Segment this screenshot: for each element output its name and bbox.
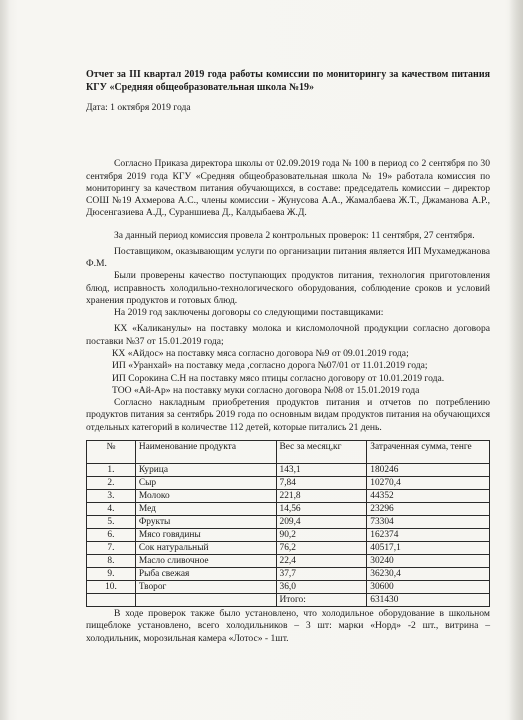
- table-total-row: [87, 594, 490, 607]
- header-product: Наименование продукта: [135, 440, 276, 463]
- row-product: Курица: [135, 463, 276, 476]
- document-body: [86, 68, 490, 645]
- row-product: Сыр: [135, 476, 276, 489]
- row-number: 9.: [87, 568, 136, 581]
- row-weight: 143,1: [276, 463, 367, 476]
- contract-flour: ТОО «Ай-Ар» на поставку муки согласно договора №08 от 15.01.2019 года: [112, 384, 420, 396]
- table-row: [87, 581, 490, 594]
- row-weight: 7,84: [276, 476, 367, 489]
- table-row: [87, 463, 490, 476]
- paragraph-refrigerators: В ходе проверок также было установлено, что холодильное оборудование в школьном пищеблоке установлено, всего холодильников – 3 шт: марки «Норд» -2 шт., витрина –холодильник, морозильная камера «Лотос» - 1шт.: [86, 608, 490, 644]
- row-product: Мясо говядины: [135, 529, 276, 542]
- header-number: №: [87, 440, 136, 463]
- row-weight: 14,56: [276, 502, 367, 515]
- contract-poultry: ИП Сорокина С.Н на поставку мясо птицы согласно договору от 10.01.2019 года.: [112, 372, 445, 384]
- contract-milk: КХ «Каликанулы» на поставку молока и кисломолочной продукции согласно договора поставки №37 от 15.01.2019 года;: [86, 323, 490, 347]
- total-empty-number: [87, 594, 136, 607]
- paragraph-checked: Были проверены качество поступающих продуктов питания, технология приготовления блюд, исправность холодильно-технологического оборудования, соблюдение сроков и условий хранения продуктов и готовых блюд.: [86, 270, 490, 306]
- row-number: 2.: [87, 476, 136, 489]
- total-value: 631430: [367, 594, 490, 607]
- table-row: [87, 555, 490, 568]
- row-weight: 90,2: [276, 529, 367, 542]
- row-weight: 37,7: [276, 568, 367, 581]
- row-sum: 30600: [367, 581, 490, 594]
- row-number: 10.: [87, 581, 136, 594]
- row-number: 1.: [87, 463, 136, 476]
- products-table: [86, 440, 490, 607]
- row-sum: 180246: [367, 463, 490, 476]
- table-row: [87, 542, 490, 555]
- row-sum: 44352: [367, 489, 490, 502]
- document-title: Отчет за III квартал 2019 года работы комиссии по мониторингу за качеством питания КГУ «Средняя общеобразовательная школа №19»: [86, 69, 490, 93]
- paragraph-inspections: За данный период комиссия провела 2 контрольных проверок: 11 сентября, 27 сентября.: [114, 229, 475, 241]
- paragraph-supplier: Поставщиком, оказывающим услуги по организации питания является ИП Мухамеджанова Ф.М.: [86, 245, 490, 270]
- row-product: Масло сливочное: [135, 555, 276, 568]
- row-number: 4.: [87, 502, 136, 515]
- row-product: Рыба свежая: [135, 568, 276, 581]
- table-row: [87, 529, 490, 542]
- row-sum: 36230,4: [367, 568, 490, 581]
- row-number: 5.: [87, 515, 136, 528]
- row-number: 7.: [87, 542, 136, 555]
- row-product: Мед: [135, 502, 276, 515]
- row-weight: 36,0: [276, 581, 367, 594]
- row-sum: 73304: [367, 515, 490, 528]
- paragraph-commission: Согласно Приказа директора школы от 02.09.2019 года № 100 в период со 2 сентября по 30 сентября 2019 года КГУ «Средняя общеобразовательная школа № 19» работала комиссия по мониторингу за качеством питания обучающихся, в составе: председатель комиссии – директор СОШ №19 Ахмерова А.С., члены комиссии - Жунусова А.А., Жамалбаева Ж.Т., Джаманова А.Р., Дюсенгазиева А.Д., Сураншиева Д., Калдыбаева Ж.Д.: [86, 158, 490, 219]
- row-product: Фрукты: [135, 515, 276, 528]
- total-empty-product: [135, 594, 276, 607]
- row-sum: 10270,4: [367, 476, 490, 489]
- row-weight: 221,8: [276, 489, 367, 502]
- table-row: [87, 502, 490, 515]
- row-sum: 162374: [367, 529, 490, 542]
- table-row: [87, 476, 490, 489]
- row-weight: 209,4: [276, 515, 367, 528]
- page-right-shadow: [509, 0, 523, 720]
- table-row: [87, 489, 490, 502]
- total-label: Итого:: [276, 594, 367, 607]
- table-row: [87, 568, 490, 581]
- page-left-shadow: [0, 0, 10, 720]
- row-sum: 40517,1: [367, 542, 490, 555]
- paragraph-invoices: Согласно накладным приобретения продуктов питания и отчетов по потреблению продуктов питания за сентябрь 2019 года по основным видам продуктов питания на обучающихся отдельных категорий в количестве 112 детей, которые питались 21 день.: [86, 397, 490, 433]
- contract-honey: ИП «Уранхай» на поставку меда ,согласно дорога №07/01 от 11.01.2019 года;: [112, 360, 428, 372]
- table-header-row: [87, 440, 490, 463]
- header-sum: Затраченная сумма, тенге: [367, 440, 490, 463]
- row-product: Молоко: [135, 489, 276, 502]
- document-date: Дата: 1 октября 2019 года: [86, 102, 191, 113]
- header-weight: Вес за месяц,кг: [276, 440, 367, 463]
- row-weight: 22,4: [276, 555, 367, 568]
- table-row: [87, 515, 490, 528]
- row-weight: 76,2: [276, 542, 367, 555]
- contract-meat: КХ «Айдос» на поставку мяса согласно договора №9 от 09.01.2019 года;: [112, 347, 409, 359]
- row-sum: 23296: [367, 502, 490, 515]
- row-number: 8.: [87, 555, 136, 568]
- row-number: 3.: [87, 489, 136, 502]
- row-product: Сок натуральный: [135, 542, 276, 555]
- paragraph-contracts-intro: На 2019 год заключены договоры со следующими поставщиками:: [114, 307, 384, 319]
- row-number: 6.: [87, 529, 136, 542]
- row-sum: 30240: [367, 555, 490, 568]
- row-product: Творог: [135, 581, 276, 594]
